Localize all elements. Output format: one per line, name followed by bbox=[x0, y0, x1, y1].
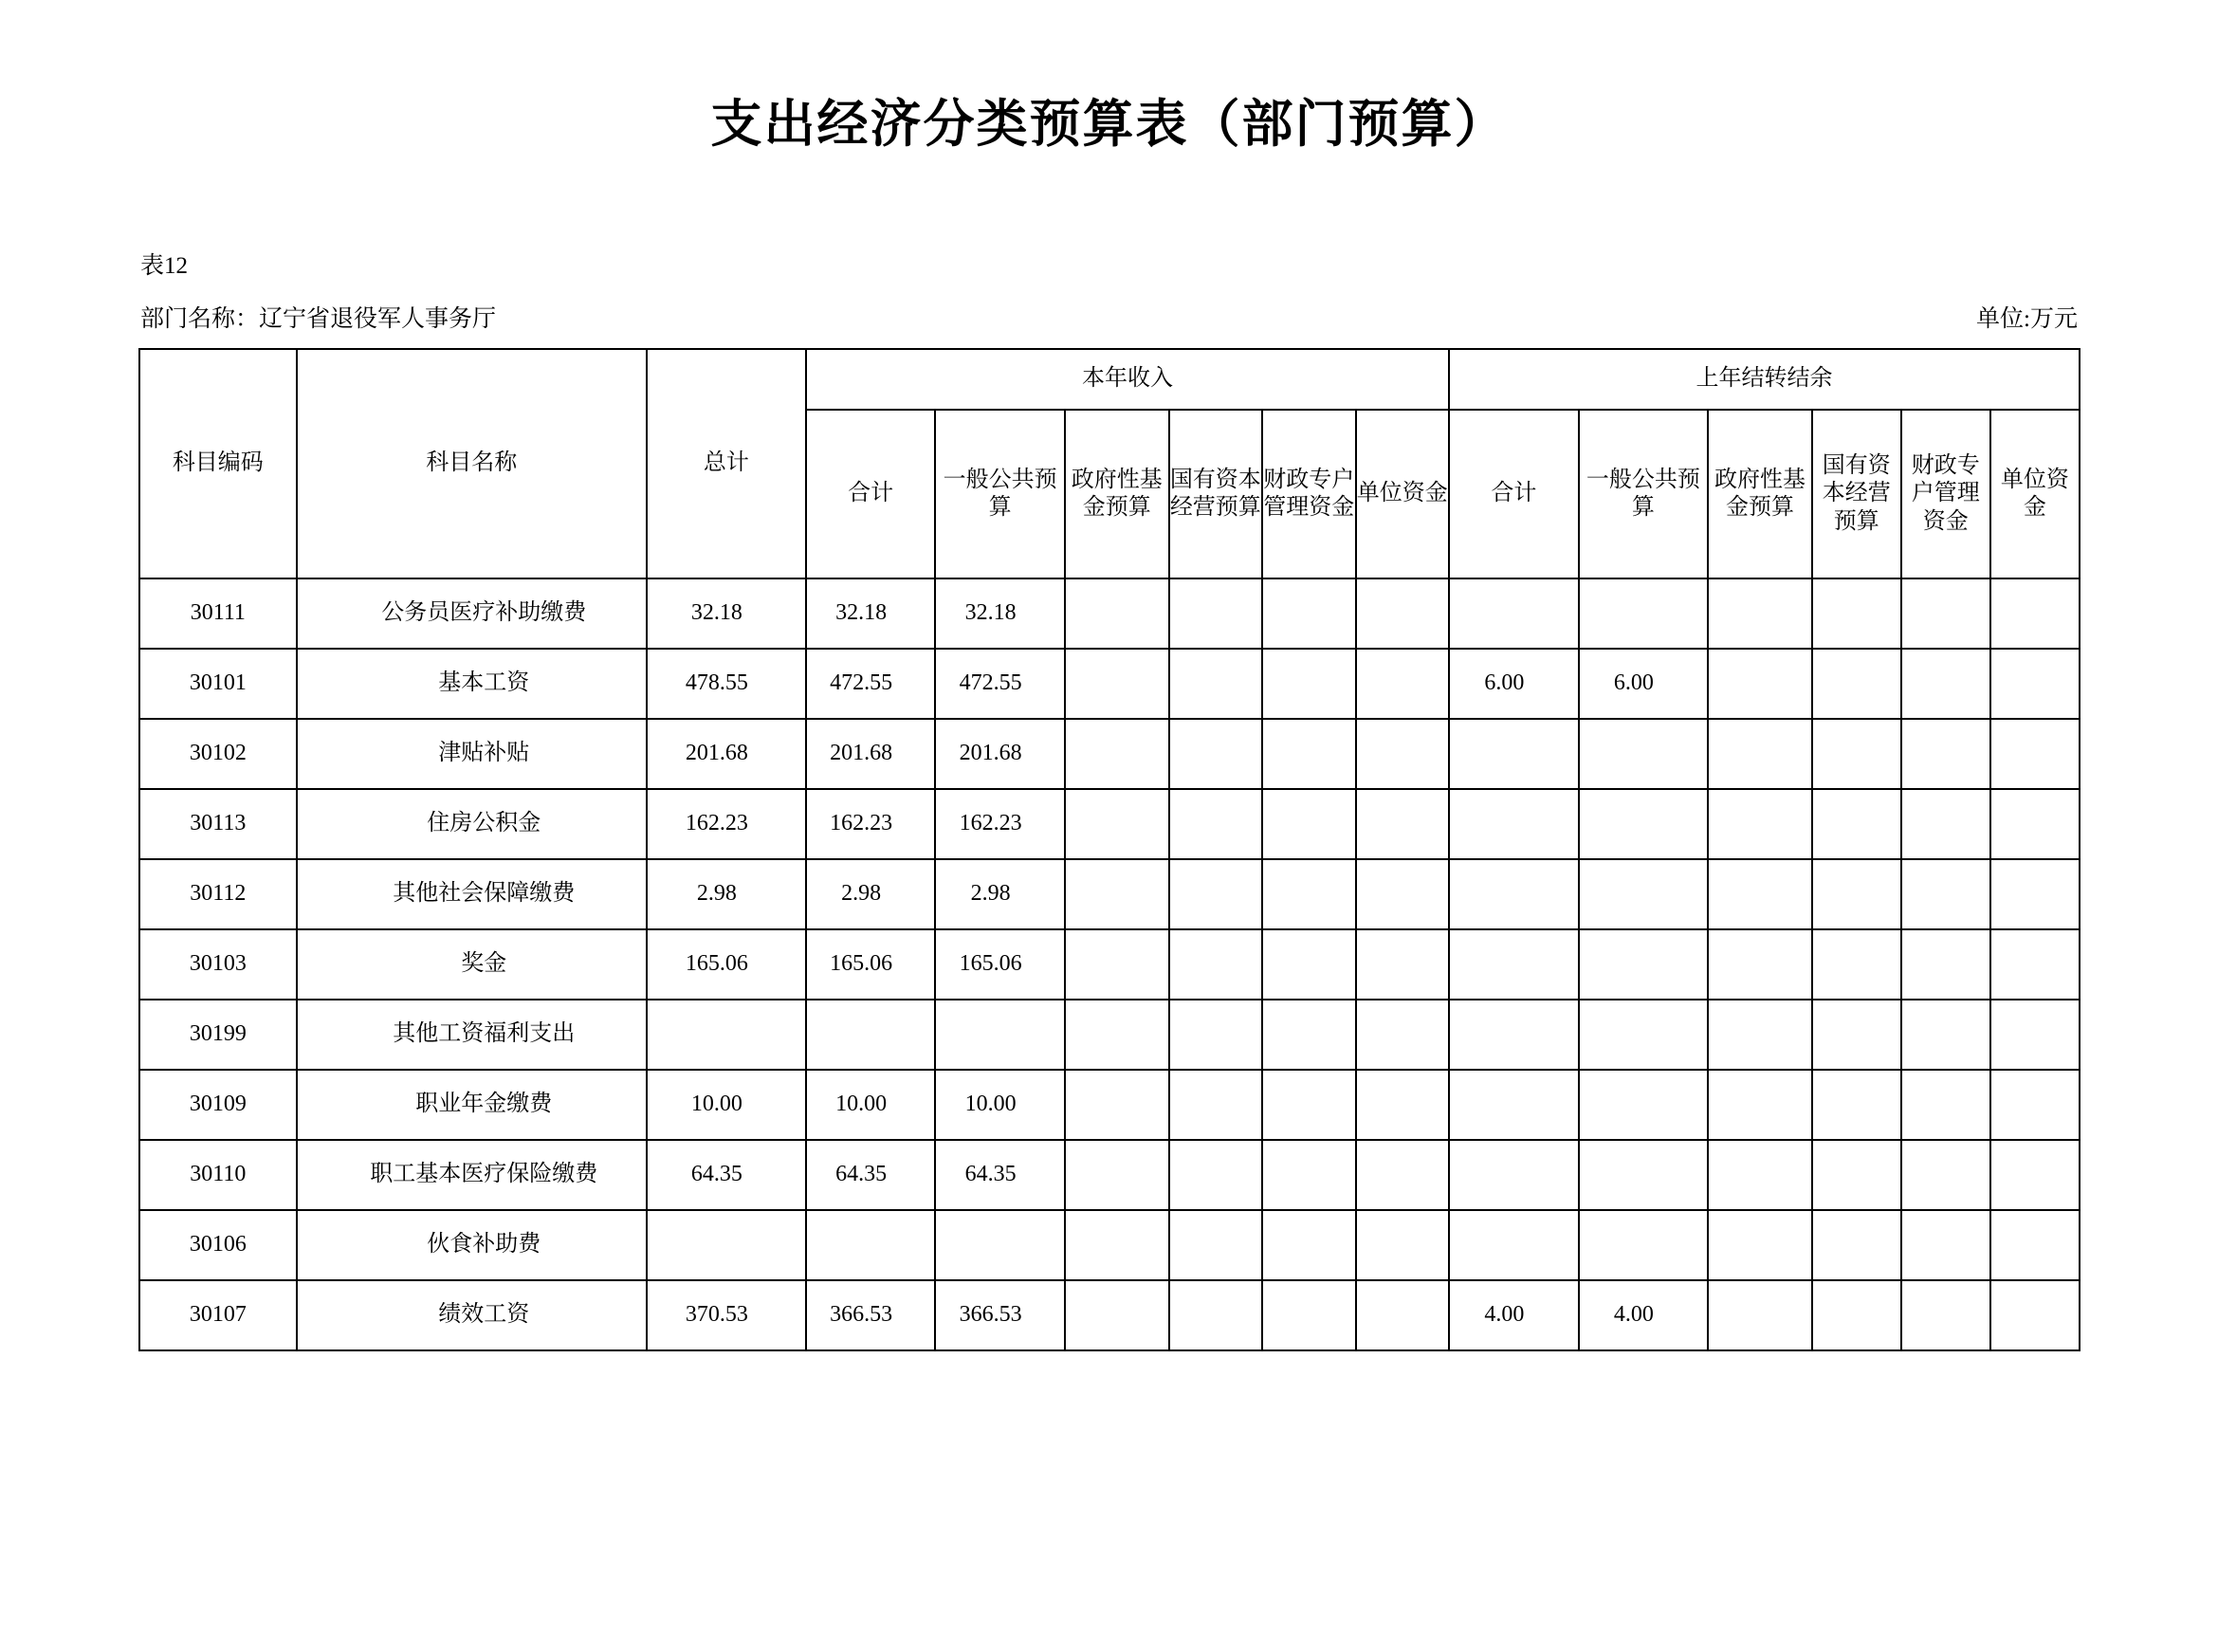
col-header-carry-unit-funds: 单位资金 bbox=[1990, 410, 2080, 578]
cell-carry-gov-fund bbox=[1708, 649, 1812, 719]
cell-income-subtotal bbox=[806, 1000, 936, 1070]
cell-income-fiscal-account bbox=[1262, 1140, 1355, 1210]
cell-income-unit-funds bbox=[1356, 1140, 1450, 1210]
page-title: 支出经济分类预算表（部门预算） bbox=[710, 96, 1508, 153]
cell-carry-state-capital bbox=[1812, 578, 1901, 649]
table-row bbox=[139, 578, 2080, 649]
cell-carry-subtotal bbox=[1449, 929, 1579, 1000]
cell-income-gov-fund bbox=[1065, 1210, 1169, 1280]
table-row bbox=[139, 1000, 2080, 1070]
cell-name: 津贴补贴 bbox=[297, 719, 647, 789]
cell-carry-gov-fund bbox=[1708, 1140, 1812, 1210]
cell-total: 2.98 bbox=[647, 859, 806, 929]
department-unit-row bbox=[140, 301, 2078, 339]
cell-income-gov-fund bbox=[1065, 1280, 1169, 1350]
cell-carry-gov-fund bbox=[1708, 719, 1812, 789]
cell-carry-subtotal bbox=[1449, 1210, 1579, 1280]
col-header-code: 科目编码 bbox=[139, 349, 297, 578]
cell-income-fiscal-account bbox=[1262, 1070, 1355, 1140]
cell-carry-subtotal: 6.00 bbox=[1449, 649, 1579, 719]
cell-name: 基本工资 bbox=[297, 649, 647, 719]
header-group-row bbox=[139, 349, 2080, 410]
cell-carry-state-capital bbox=[1812, 1210, 1901, 1280]
cell-carry-subtotal bbox=[1449, 1140, 1579, 1210]
cell-carry-state-capital bbox=[1812, 1140, 1901, 1210]
cell-carry-unit-funds bbox=[1990, 1280, 2080, 1350]
cell-income-state-capital bbox=[1169, 1210, 1262, 1280]
cell-income-fiscal-account bbox=[1262, 649, 1355, 719]
col-header-income-fiscal-account: 财政专户管理资金 bbox=[1262, 410, 1355, 578]
cell-income-fiscal-account bbox=[1262, 859, 1355, 929]
cell-income-fiscal-account bbox=[1262, 578, 1355, 649]
cell-code: 30113 bbox=[139, 789, 297, 859]
col-header-carry-gov-fund: 政府性基金预算 bbox=[1708, 410, 1812, 578]
cell-carry-unit-funds bbox=[1990, 859, 2080, 929]
cell-income-state-capital bbox=[1169, 859, 1262, 929]
cell-carry-general-public: 4.00 bbox=[1579, 1280, 1709, 1350]
cell-income-gov-fund bbox=[1065, 929, 1169, 1000]
cell-carry-fiscal-account bbox=[1901, 859, 1990, 929]
col-header-income-gov-fund: 政府性基金预算 bbox=[1065, 410, 1169, 578]
cell-income-fiscal-account bbox=[1262, 1280, 1355, 1350]
cell-carry-fiscal-account bbox=[1901, 1280, 1990, 1350]
cell-code: 30103 bbox=[139, 929, 297, 1000]
cell-total: 162.23 bbox=[647, 789, 806, 859]
cell-carry-state-capital bbox=[1812, 719, 1901, 789]
cell-code: 30199 bbox=[139, 1000, 297, 1070]
table-body bbox=[139, 578, 2080, 1350]
cell-income-subtotal bbox=[806, 1210, 936, 1280]
cell-carry-general-public bbox=[1579, 1000, 1709, 1070]
cell-carry-general-public bbox=[1579, 1210, 1709, 1280]
cell-name: 住房公积金 bbox=[297, 789, 647, 859]
col-header-income-unit-funds: 单位资金 bbox=[1356, 410, 1450, 578]
cell-carry-unit-funds bbox=[1990, 1210, 2080, 1280]
cell-income-subtotal: 201.68 bbox=[806, 719, 936, 789]
cell-name: 伙食补助费 bbox=[297, 1210, 647, 1280]
cell-income-general-public: 2.98 bbox=[935, 859, 1065, 929]
cell-carry-general-public: 6.00 bbox=[1579, 649, 1709, 719]
cell-total bbox=[647, 1000, 806, 1070]
table-row bbox=[139, 1280, 2080, 1350]
cell-income-gov-fund bbox=[1065, 578, 1169, 649]
cell-income-state-capital bbox=[1169, 1140, 1262, 1210]
cell-code: 30101 bbox=[139, 649, 297, 719]
cell-carry-state-capital bbox=[1812, 649, 1901, 719]
cell-code: 30102 bbox=[139, 719, 297, 789]
col-header-income-general-public: 一般公共预算 bbox=[935, 410, 1065, 578]
cell-carry-fiscal-account bbox=[1901, 649, 1990, 719]
group-header-current-year-income: 本年收入 bbox=[806, 349, 1449, 410]
cell-income-fiscal-account bbox=[1262, 1210, 1355, 1280]
cell-income-fiscal-account bbox=[1262, 929, 1355, 1000]
cell-carry-general-public bbox=[1579, 789, 1709, 859]
cell-income-unit-funds bbox=[1356, 719, 1450, 789]
cell-income-gov-fund bbox=[1065, 1000, 1169, 1070]
cell-carry-unit-funds bbox=[1990, 789, 2080, 859]
cell-income-unit-funds bbox=[1356, 578, 1450, 649]
cell-income-unit-funds bbox=[1356, 1070, 1450, 1140]
document-meta bbox=[0, 248, 2218, 339]
department-name: 部门名称：辽宁省退役军人事务厅 bbox=[140, 306, 497, 332]
table-header bbox=[139, 349, 2080, 578]
cell-income-subtotal: 10.00 bbox=[806, 1070, 936, 1140]
cell-carry-general-public bbox=[1579, 929, 1709, 1000]
col-header-income-state-capital: 国有资本经营预算 bbox=[1169, 410, 1262, 578]
cell-carry-state-capital bbox=[1812, 789, 1901, 859]
table-row bbox=[139, 859, 2080, 929]
cell-carry-gov-fund bbox=[1708, 929, 1812, 1000]
cell-income-unit-funds bbox=[1356, 929, 1450, 1000]
cell-carry-gov-fund bbox=[1708, 1280, 1812, 1350]
table-row bbox=[139, 789, 2080, 859]
cell-carry-subtotal bbox=[1449, 1070, 1579, 1140]
cell-code: 30107 bbox=[139, 1280, 297, 1350]
cell-income-fiscal-account bbox=[1262, 789, 1355, 859]
cell-income-general-public bbox=[935, 1210, 1065, 1280]
cell-carry-general-public bbox=[1579, 719, 1709, 789]
cell-carry-fiscal-account bbox=[1901, 1070, 1990, 1140]
cell-code: 30109 bbox=[139, 1070, 297, 1140]
cell-carry-state-capital bbox=[1812, 859, 1901, 929]
col-header-total: 总计 bbox=[647, 349, 806, 578]
budget-table-container bbox=[0, 348, 2218, 1351]
cell-income-general-public: 64.35 bbox=[935, 1140, 1065, 1210]
cell-carry-gov-fund bbox=[1708, 578, 1812, 649]
cell-income-unit-funds bbox=[1356, 789, 1450, 859]
cell-income-unit-funds bbox=[1356, 1210, 1450, 1280]
cell-total: 10.00 bbox=[647, 1070, 806, 1140]
cell-carry-unit-funds bbox=[1990, 719, 2080, 789]
cell-carry-subtotal: 4.00 bbox=[1449, 1280, 1579, 1350]
cell-name: 公务员医疗补助缴费 bbox=[297, 578, 647, 649]
cell-income-unit-funds bbox=[1356, 649, 1450, 719]
cell-carry-subtotal bbox=[1449, 859, 1579, 929]
cell-name: 绩效工资 bbox=[297, 1280, 647, 1350]
cell-carry-gov-fund bbox=[1708, 1000, 1812, 1070]
cell-name: 奖金 bbox=[297, 929, 647, 1000]
cell-total: 32.18 bbox=[647, 578, 806, 649]
cell-income-state-capital bbox=[1169, 1280, 1262, 1350]
cell-carry-gov-fund bbox=[1708, 1070, 1812, 1140]
cell-name: 职业年金缴费 bbox=[297, 1070, 647, 1140]
col-header-carry-subtotal: 合计 bbox=[1449, 410, 1579, 578]
cell-income-state-capital bbox=[1169, 929, 1262, 1000]
cell-carry-fiscal-account bbox=[1901, 719, 1990, 789]
cell-income-subtotal: 366.53 bbox=[806, 1280, 936, 1350]
table-row bbox=[139, 1210, 2080, 1280]
cell-carry-unit-funds bbox=[1990, 929, 2080, 1000]
cell-code: 30111 bbox=[139, 578, 297, 649]
cell-income-gov-fund bbox=[1065, 649, 1169, 719]
cell-income-gov-fund bbox=[1065, 859, 1169, 929]
cell-carry-general-public bbox=[1579, 859, 1709, 929]
cell-income-subtotal: 472.55 bbox=[806, 649, 936, 719]
cell-income-general-public: 10.00 bbox=[935, 1070, 1065, 1140]
cell-income-subtotal: 32.18 bbox=[806, 578, 936, 649]
table-row bbox=[139, 719, 2080, 789]
cell-carry-subtotal bbox=[1449, 789, 1579, 859]
cell-carry-subtotal bbox=[1449, 1000, 1579, 1070]
col-header-name: 科目名称 bbox=[297, 349, 647, 578]
cell-total: 370.53 bbox=[647, 1280, 806, 1350]
cell-income-gov-fund bbox=[1065, 1140, 1169, 1210]
cell-total: 201.68 bbox=[647, 719, 806, 789]
cell-carry-fiscal-account bbox=[1901, 929, 1990, 1000]
cell-name: 其他工资福利支出 bbox=[297, 1000, 647, 1070]
amount-unit: 单位:万元 bbox=[1976, 306, 2078, 332]
cell-income-state-capital bbox=[1169, 578, 1262, 649]
cell-income-state-capital bbox=[1169, 1070, 1262, 1140]
cell-carry-fiscal-account bbox=[1901, 578, 1990, 649]
cell-carry-state-capital bbox=[1812, 929, 1901, 1000]
cell-carry-unit-funds bbox=[1990, 1000, 2080, 1070]
cell-carry-general-public bbox=[1579, 1140, 1709, 1210]
cell-income-subtotal: 64.35 bbox=[806, 1140, 936, 1210]
cell-code: 30106 bbox=[139, 1210, 297, 1280]
budget-table bbox=[138, 348, 2081, 1351]
cell-income-general-public: 32.18 bbox=[935, 578, 1065, 649]
cell-carry-fiscal-account bbox=[1901, 1000, 1990, 1070]
cell-income-fiscal-account bbox=[1262, 1000, 1355, 1070]
cell-total: 64.35 bbox=[647, 1140, 806, 1210]
cell-income-gov-fund bbox=[1065, 719, 1169, 789]
cell-total: 165.06 bbox=[647, 929, 806, 1000]
document-page bbox=[0, 83, 2218, 1652]
col-header-carry-fiscal-account: 财政专户管理资金 bbox=[1901, 410, 1990, 578]
cell-carry-unit-funds bbox=[1990, 649, 2080, 719]
cell-carry-unit-funds bbox=[1990, 1140, 2080, 1210]
cell-income-state-capital bbox=[1169, 1000, 1262, 1070]
table-number: 表12 bbox=[140, 253, 189, 279]
table-number-row bbox=[140, 248, 2078, 285]
group-header-prior-year-carryover: 上年结转结余 bbox=[1449, 349, 2080, 410]
cell-carry-fiscal-account bbox=[1901, 789, 1990, 859]
table-row bbox=[139, 649, 2080, 719]
cell-income-unit-funds bbox=[1356, 1280, 1450, 1350]
table-row bbox=[139, 1070, 2080, 1140]
cell-income-subtotal: 165.06 bbox=[806, 929, 936, 1000]
cell-income-general-public: 201.68 bbox=[935, 719, 1065, 789]
cell-carry-fiscal-account bbox=[1901, 1140, 1990, 1210]
cell-income-state-capital bbox=[1169, 649, 1262, 719]
cell-carry-general-public bbox=[1579, 1070, 1709, 1140]
cell-income-unit-funds bbox=[1356, 859, 1450, 929]
cell-carry-state-capital bbox=[1812, 1070, 1901, 1140]
table-row bbox=[139, 1140, 2080, 1210]
cell-income-general-public: 165.06 bbox=[935, 929, 1065, 1000]
cell-income-subtotal: 162.23 bbox=[806, 789, 936, 859]
table-row bbox=[139, 929, 2080, 1000]
cell-carry-unit-funds bbox=[1990, 578, 2080, 649]
cell-name: 其他社会保障缴费 bbox=[297, 859, 647, 929]
cell-carry-fiscal-account bbox=[1901, 1210, 1990, 1280]
cell-carry-general-public bbox=[1579, 578, 1709, 649]
cell-carry-gov-fund bbox=[1708, 789, 1812, 859]
cell-carry-state-capital bbox=[1812, 1280, 1901, 1350]
cell-carry-state-capital bbox=[1812, 1000, 1901, 1070]
cell-carry-gov-fund bbox=[1708, 1210, 1812, 1280]
cell-code: 30110 bbox=[139, 1140, 297, 1210]
col-header-income-subtotal: 合计 bbox=[806, 410, 936, 578]
col-header-carry-state-capital: 国有资本经营预算 bbox=[1812, 410, 1901, 578]
cell-income-general-public bbox=[935, 1000, 1065, 1070]
cell-carry-subtotal bbox=[1449, 578, 1579, 649]
cell-income-general-public: 162.23 bbox=[935, 789, 1065, 859]
cell-income-unit-funds bbox=[1356, 1000, 1450, 1070]
cell-income-general-public: 472.55 bbox=[935, 649, 1065, 719]
cell-total: 478.55 bbox=[647, 649, 806, 719]
cell-income-fiscal-account bbox=[1262, 719, 1355, 789]
cell-carry-gov-fund bbox=[1708, 859, 1812, 929]
cell-carry-unit-funds bbox=[1990, 1070, 2080, 1140]
cell-name: 职工基本医疗保险缴费 bbox=[297, 1140, 647, 1210]
cell-carry-subtotal bbox=[1449, 719, 1579, 789]
cell-income-gov-fund bbox=[1065, 1070, 1169, 1140]
cell-income-state-capital bbox=[1169, 719, 1262, 789]
cell-code: 30112 bbox=[139, 859, 297, 929]
col-header-carry-general-public: 一般公共预算 bbox=[1579, 410, 1709, 578]
cell-income-general-public: 366.53 bbox=[935, 1280, 1065, 1350]
cell-income-gov-fund bbox=[1065, 789, 1169, 859]
cell-income-state-capital bbox=[1169, 789, 1262, 859]
cell-total bbox=[647, 1210, 806, 1280]
cell-income-subtotal: 2.98 bbox=[806, 859, 936, 929]
